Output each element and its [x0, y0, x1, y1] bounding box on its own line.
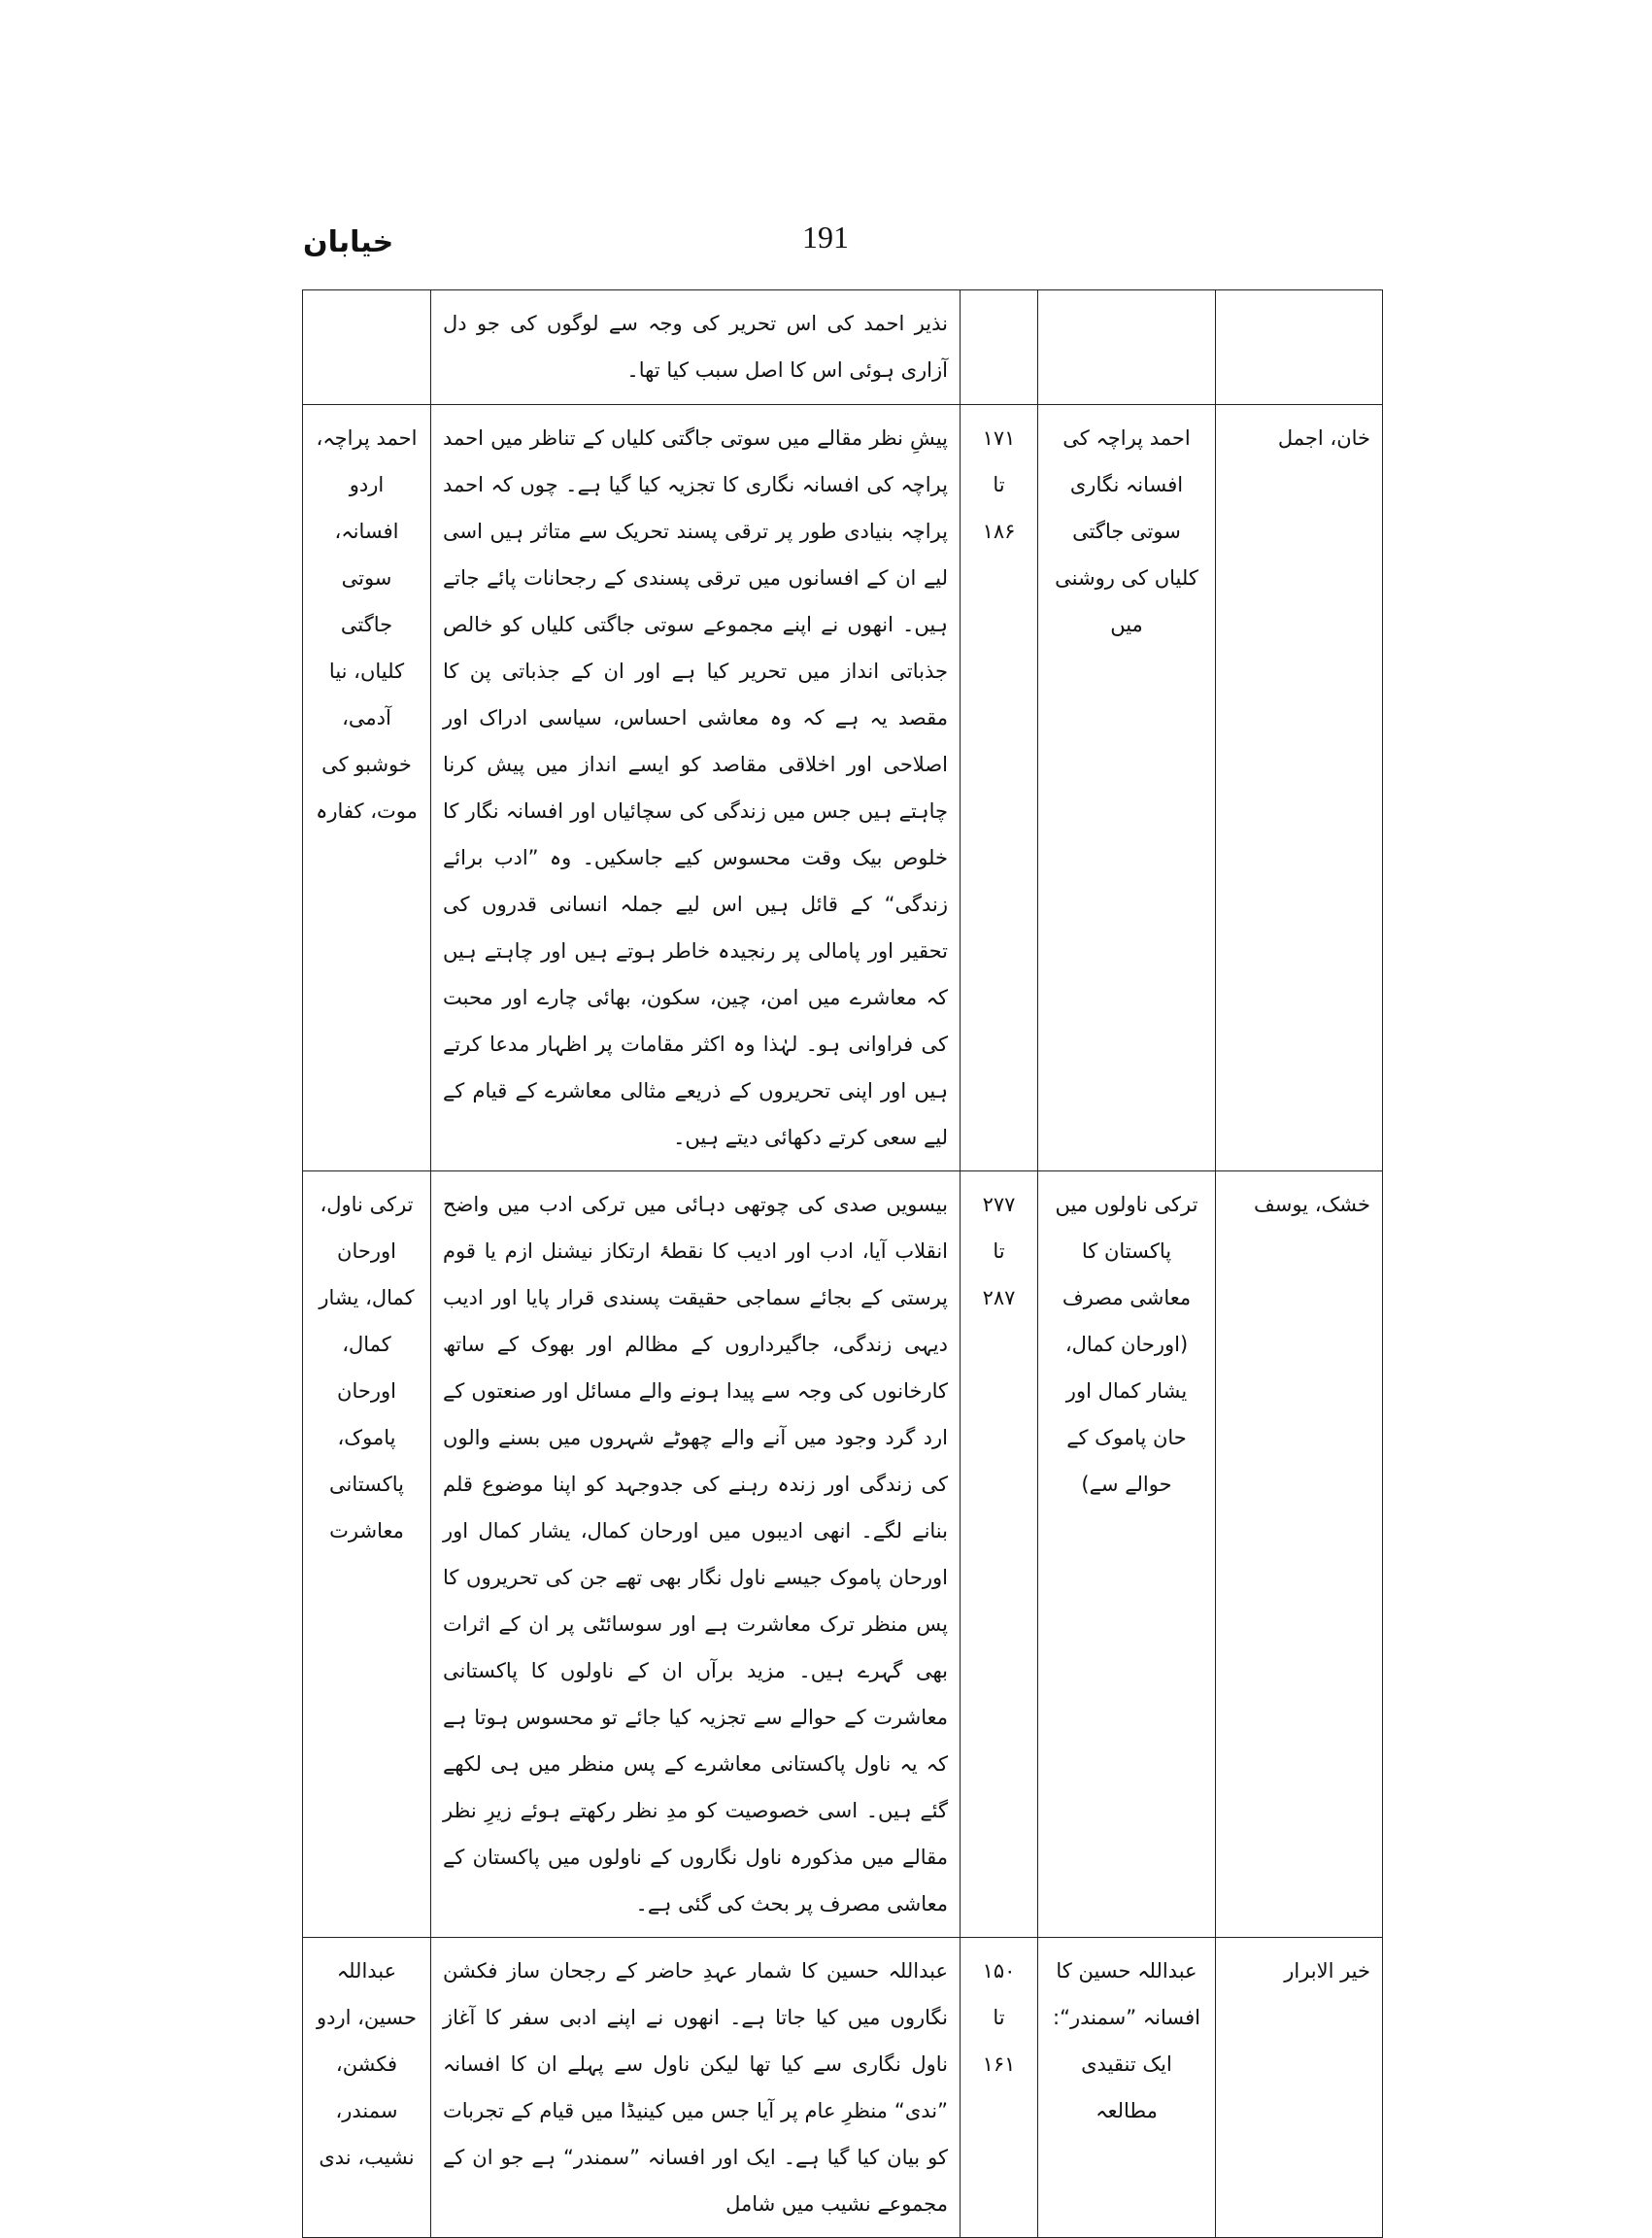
- keywords-cell: عبداللہ حسین، اردو فکشن، سمندر، نشیب، ندی: [303, 1938, 431, 2238]
- page-end: ۱۶۱: [982, 2052, 1016, 2076]
- page-end: ۲۸۷: [982, 1286, 1016, 1309]
- title-cell: عبداللہ حسین کا افسانہ ”سمندر“: ایک تنقیدی مطالعہ: [1038, 1938, 1216, 2238]
- abstract-cell: عبداللہ حسین کا شمار عہدِ حاضر کے رجحان ساز فکشن نگاروں میں کیا جاتا ہے۔ انھوں نے اپنے ادبی سفر کا آغاز ناول نگاری سے کیا تھا لیکن ناول سے پہلے ان کا افسانہ ”ندی“ منظرِ عام پر آیا جس میں کینیڈا میں قیام کے تجربات کو بیان کیا گیا ہے۔ ایک اور افسانہ ”سمندر“ ہے جو ان کے مجموعے نشیب میں شامل: [431, 1938, 961, 2238]
- table-row: [303, 1171, 1383, 1938]
- table-row: [303, 290, 1383, 405]
- journal-name: خیابان: [303, 225, 394, 259]
- abstract-cell: پیشِ نظر مقالے میں سوتی جاگتی کلیاں کے تناظر میں احمد پراچہ کی افسانہ نگاری کا تجزیہ کیا گیا ہے۔ چوں کہ احمد پراچہ بنیادی طور پر ترقی پسند تحریک سے متاثر ہیں اسی لیے ان کے افسانوں میں ترقی پسندی کے رجحانات پائے جاتے ہیں۔ انھوں نے اپنے مجموعے سوتی جاگتی کلیاں کو خالص جذباتی انداز میں تحریر کیا ہے اور ان کے جذباتی پن کا مقصد یہ ہے کہ وہ معاشی احساس، سیاسی ادراک اور اصلاحی اور اخلاقی مقاصد کو ایسے انداز میں پیش کرنا چاہتے ہیں جس میں زندگی کی سچائیاں اور افسانہ نگار کا خلوص بیک وقت محسوس کیے جاسکیں۔ وہ ”ادب برائے زندگی“ کے قائل ہیں اس لیے جملہ انسانی قدروں کی تحقیر اور پامالی پر رنجیدہ خاطر ہوتے ہیں اور چاہتے ہیں کہ معاشرے میں امن، چین، سکون، بھائی چارے اور محبت کی فراوانی ہو۔ لہٰذا وہ اکثر مقامات پر اظہار مدعا کرتے ہیں اور اپنی تحریروں کے ذریعے مثالی معاشرے کے قیام کے لیے سعی کرتے دکھائی دیتے ہیں۔: [431, 405, 961, 1171]
- keywords-cell: ترکی ناول، اورحان کمال، یشار کمال، اورحان پاموک، پاکستانی معاشرت: [303, 1171, 431, 1938]
- page-start: ۲۷۷: [982, 1193, 1016, 1216]
- author-cell: خان، اجمل: [1216, 405, 1383, 1171]
- index-table: [302, 289, 1383, 2238]
- table-row: [303, 1938, 1383, 2238]
- page-to: تا: [993, 2006, 1005, 2029]
- author-cell: خیر الابرار: [1216, 1938, 1383, 2238]
- table-row: [303, 405, 1383, 1171]
- title-cell: احمد پراچہ کی افسانہ نگاری سوتی جاگتی کلیاں کی روشنی میں: [1038, 405, 1216, 1171]
- page-start: ۱۵۰: [982, 1959, 1016, 1983]
- abstract-cell: بیسویں صدی کی چوتھی دہائی میں ترکی ادب میں واضح انقلاب آیا، ادب اور ادیب کا نقطۂ ارتکاز نیشنل ازم یا قوم پرستی کے بجائے سماجی حقیقت پسندی قرار پایا اور ادیب دیہی زندگی، جاگیرداروں کے مظالم اور بھوک کے ساتھ کارخانوں کی وجہ سے پیدا ہونے والے مسائل اور صنعتوں کے ارد گرد وجود میں آنے والے چھوٹے شہروں میں بسنے والوں کی زندگی اور زندہ رہنے کی جدوجہد کو اپنا موضوع قلم بنانے لگے۔ انھی ادیبوں میں اورحان کمال، یشار کمال اور اورحان پاموک جیسے ناول نگار بھی تھے جن کی تحریروں کا پس منظر ترک معاشرت ہے اور سوسائٹی پر ان کے اثرات بھی گہرے ہیں۔ مزید برآں ان کے ناولوں کا پاکستانی معاشرت کے حوالے سے تجزیہ کیا جائے تو محسوس ہوتا ہے کہ یہ ناول پاکستانی معاشرے کے پس منظر میں ہی لکھے گئے ہیں۔ اسی خصوصیت کو مدِ نظر رکھتے ہوئے زیرِ نظر مقالے میں مذکورہ ناول نگاروں کے ناولوں میں پاکستان کے معاشی مصرف پر بحث کی گئی ہے۔: [431, 1171, 961, 1938]
- page-to: تا: [993, 1239, 1005, 1263]
- pages-cell: [961, 1938, 1038, 2238]
- abstract-cell: نذیر احمد کی اس تحریر کی وجہ سے لوگوں کی جو دل آزاری ہوئی اس کا اصل سبب کیا تھا۔: [431, 290, 961, 405]
- page-end: ۱۸۶: [982, 520, 1016, 543]
- keywords-cell: احمد پراچہ، اردو افسانہ، سوتی جاگتی کلیاں، نیا آدمی، خوشبو کی موت، کفارہ: [303, 405, 431, 1171]
- author-cell: خشک، یوسف: [1216, 1171, 1383, 1938]
- pages-cell: [961, 405, 1038, 1171]
- pages-cell: [961, 1171, 1038, 1938]
- page-start: ۱۷۱: [982, 426, 1016, 450]
- title-cell: ترکی ناولوں میں پاکستان کا معاشی مصرف (اورحان کمال، یشار کمال اور حان پاموک کے حوالے سے): [1038, 1171, 1216, 1938]
- author-cell: [1216, 290, 1383, 405]
- title-cell: [1038, 290, 1216, 405]
- keywords-cell: [303, 290, 431, 405]
- page-number: 191: [802, 220, 849, 254]
- page-to: تا: [993, 473, 1005, 496]
- pages-cell: [961, 290, 1038, 405]
